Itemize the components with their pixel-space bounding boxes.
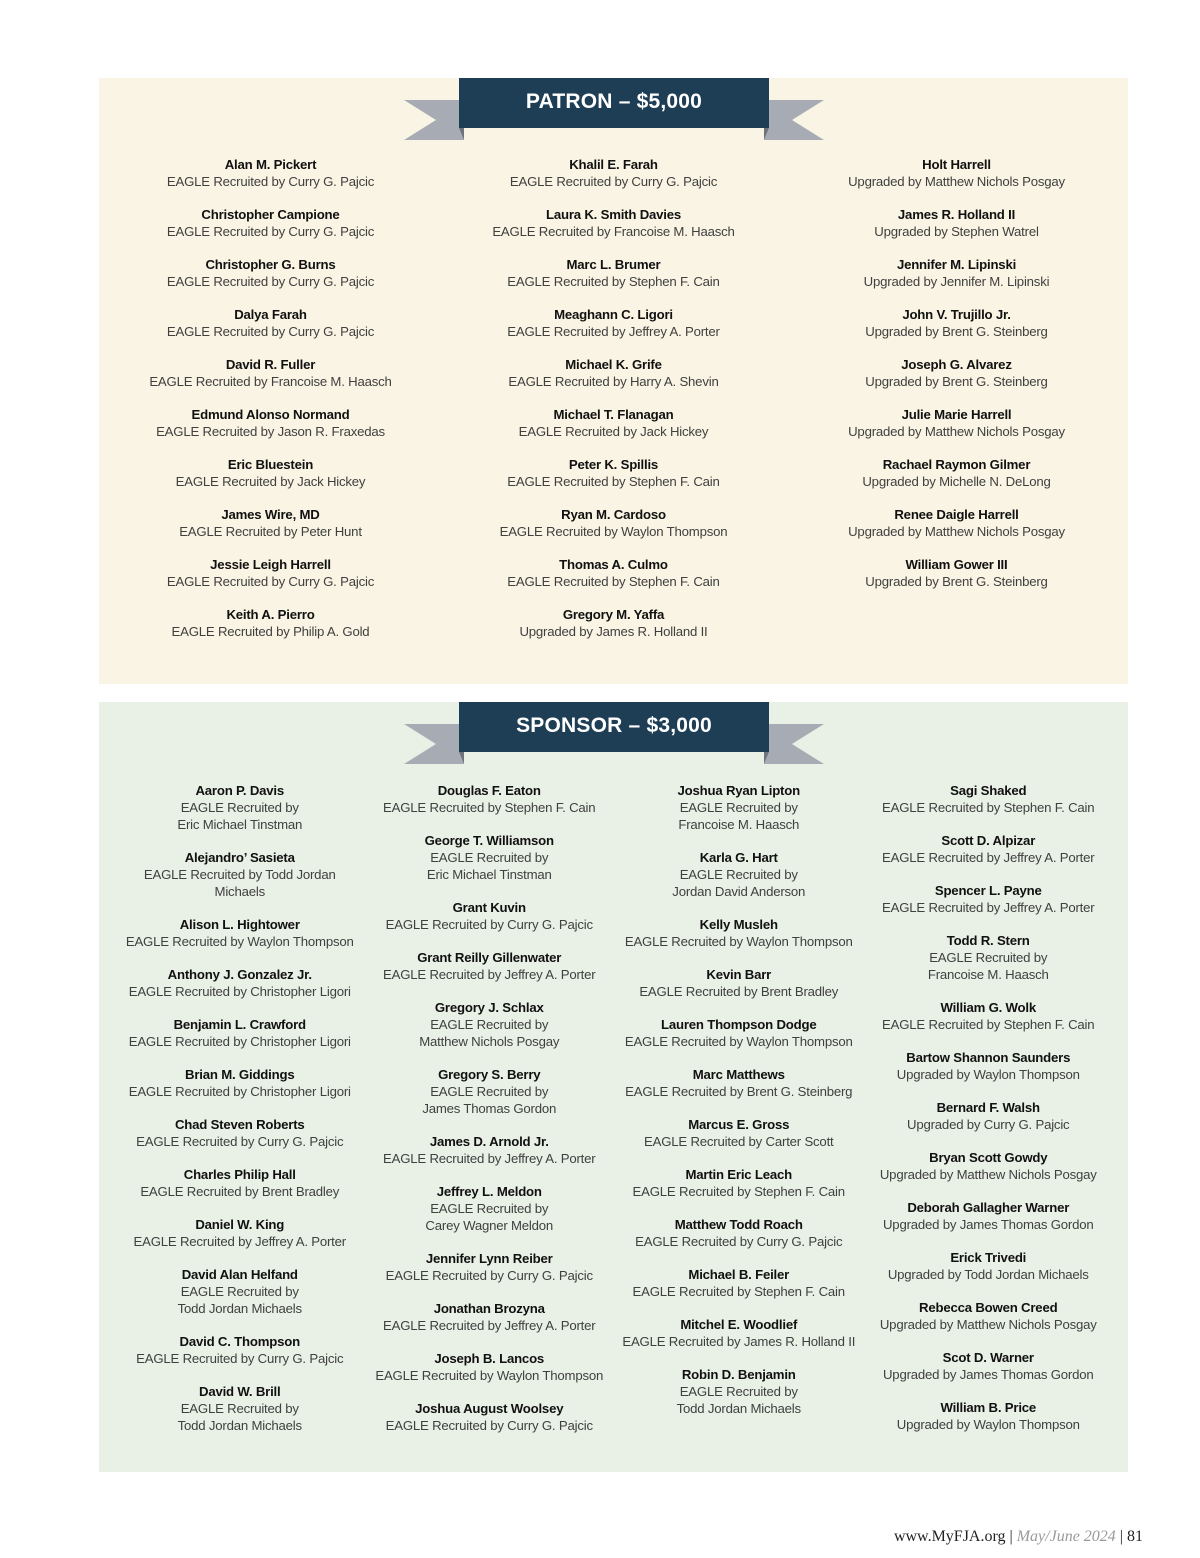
- member-name: Charles Philip Hall: [183, 1167, 296, 1182]
- member-entry: [386, 899, 593, 933]
- recruited-by: Upgraded by Stephen Watrel: [874, 224, 1039, 239]
- member-entry: [129, 1016, 351, 1050]
- member-entry: [167, 306, 374, 340]
- recruited-by: EAGLE Recruited by: [180, 800, 299, 815]
- recruited-by: EAGLE Recruited by Jack Hickey: [175, 474, 366, 489]
- member-name: Kevin Barr: [706, 967, 772, 982]
- member-name: Aaron P. Davis: [195, 783, 285, 798]
- recruited-by: EAGLE Recruited by Jack Hickey: [518, 424, 709, 439]
- member-name: Holt Harrell: [922, 157, 991, 172]
- member-entry: [519, 606, 707, 640]
- member-name: James Wire, MD: [221, 507, 320, 522]
- member-entry: [156, 406, 385, 440]
- sponsor-column: [614, 782, 864, 1450]
- member-entry: [882, 882, 1094, 916]
- recruited-by: EAGLE Recruited by: [679, 800, 798, 815]
- member-entry: [865, 356, 1047, 390]
- member-entry: [677, 1366, 801, 1417]
- sponsor-column: [365, 782, 615, 1450]
- member-entry: [672, 849, 805, 900]
- member-name: Grant Reilly Gillenwater: [417, 950, 562, 965]
- member-name: Rachael Raymon Gilmer: [882, 457, 1031, 472]
- member-name: Christopher G. Burns: [205, 257, 336, 272]
- member-name: Scott D. Alpizar: [941, 833, 1036, 848]
- patron-section: [99, 78, 1128, 684]
- member-entry: [848, 156, 1065, 190]
- recruited-by: EAGLE Recruited by: [929, 950, 1048, 965]
- recruited-by: James Thomas Gordon: [422, 1101, 557, 1116]
- separator: |: [1005, 1528, 1017, 1545]
- member-entry: [897, 1399, 1080, 1433]
- recruited-by: EAGLE Recruited by Brent Bradley: [140, 1184, 340, 1199]
- member-entry: [383, 1300, 595, 1334]
- recruited-by: Eric Michael Tinstman: [426, 867, 552, 882]
- member-name: Gregory M. Yaffa: [562, 607, 665, 622]
- member-name: Bernard F. Walsh: [936, 1100, 1040, 1115]
- recruited-by: Upgraded by Waylon Thompson: [896, 1417, 1080, 1432]
- member-entry: [888, 1249, 1089, 1283]
- recruited-by: EAGLE Recruited by Jeffrey A. Porter: [383, 967, 596, 982]
- member-name: Daniel W. King: [195, 1217, 285, 1232]
- member-entry: [383, 949, 595, 983]
- member-name: Mitchel E. Woodlief: [680, 1317, 798, 1332]
- sponsor-column: [864, 782, 1114, 1450]
- member-name: John V. Trujillo Jr.: [902, 307, 1011, 322]
- member-name: Christopher Campione: [201, 207, 340, 222]
- recruited-by: Upgraded by Todd Jordan Michaels: [887, 1267, 1089, 1282]
- recruited-by: EAGLE Recruited by Curry G. Pajcic: [136, 1351, 344, 1366]
- recruited-by: Matthew Nichols Posgay: [419, 1034, 560, 1049]
- recruited-by: EAGLE Recruited by Stephen F. Cain: [507, 274, 720, 289]
- recruited-by: EAGLE Recruited by: [180, 1401, 299, 1416]
- recruited-by: EAGLE Recruited by: [679, 867, 798, 882]
- member-name: Alan M. Pickert: [224, 157, 317, 172]
- member-entry: [883, 1349, 1094, 1383]
- member-entry: [848, 406, 1065, 440]
- member-name: Jonathan Brozyna: [433, 1301, 545, 1316]
- member-name: Bryan Scott Gowdy: [929, 1150, 1048, 1165]
- recruited-by: Carey Wagner Meldon: [425, 1218, 554, 1233]
- recruited-by: EAGLE Recruited by Curry G. Pajcic: [509, 174, 718, 189]
- member-entry: [633, 1266, 845, 1300]
- recruited-by: EAGLE Recruited by Waylon Thompson: [125, 934, 354, 949]
- recruited-by: EAGLE Recruited by: [430, 850, 549, 865]
- member-name: Julie Marie Harrell: [901, 407, 1012, 422]
- member-name: Jessie Leigh Harrell: [210, 557, 331, 572]
- recruited-by: Upgraded by James Thomas Gordon: [882, 1367, 1094, 1382]
- recruited-by: EAGLE Recruited by: [180, 1284, 299, 1299]
- recruited-by: Francoise M. Haasch: [927, 967, 1049, 982]
- member-name: Michael K. Grife: [565, 357, 662, 372]
- recruited-by: Upgraded by Matthew Nichols Posgay: [848, 174, 1065, 189]
- member-entry: [176, 456, 366, 490]
- patron-title: PATRON – $5,000: [525, 90, 703, 113]
- member-name: William B. Price: [940, 1400, 1037, 1415]
- recruited-by: EAGLE Recruited by Brent G. Steinberg: [625, 1084, 853, 1099]
- member-entry: [167, 556, 374, 590]
- sponsor-columns: [115, 782, 1113, 1450]
- member-name: Chad Steven Roberts: [174, 1117, 305, 1132]
- member-entry: [419, 999, 559, 1050]
- member-name: Edmund Alonso Normand: [191, 407, 350, 422]
- member-entry: [639, 966, 838, 1000]
- recruited-by: EAGLE Recruited by Jeffrey A. Porter: [383, 1151, 596, 1166]
- member-entry: [907, 1099, 1069, 1133]
- member-entry: [144, 849, 336, 900]
- member-entry: [383, 782, 595, 816]
- member-name: Joshua August Woolsey: [415, 1401, 564, 1416]
- member-name: Gregory J. Schlax: [434, 1000, 544, 1015]
- recruited-by: EAGLE Recruited by Curry G. Pajcic: [635, 1234, 843, 1249]
- member-name: Peter K. Spillis: [568, 457, 659, 472]
- member-entry: [134, 1216, 346, 1250]
- member-entry: [129, 1066, 351, 1100]
- member-name: David C. Thompson: [179, 1334, 300, 1349]
- recruited-by: EAGLE Recruited by Jason R. Fraxedas: [156, 424, 385, 439]
- recruited-by: Upgraded by Jennifer M. Lipinski: [863, 274, 1050, 289]
- recruited-by: EAGLE Recruited by Jeffrey A. Porter: [882, 850, 1095, 865]
- member-name: Anthony J. Gonzalez Jr.: [167, 967, 312, 982]
- page-number: 81: [1127, 1528, 1143, 1545]
- recruited-by: EAGLE Recruited by: [679, 1384, 798, 1399]
- member-entry: [848, 506, 1065, 540]
- member-entry: [510, 156, 717, 190]
- member-entry: [149, 356, 391, 390]
- member-name: Gregory S. Berry: [438, 1067, 541, 1082]
- patron-column: [442, 156, 785, 656]
- member-entry: [425, 832, 554, 883]
- member-entry: [167, 206, 374, 240]
- member-name: Khalil E. Farah: [569, 157, 658, 172]
- member-name: Benjamin L. Crawford: [173, 1017, 306, 1032]
- recruited-by: EAGLE Recruited by Stephen F. Cain: [882, 1017, 1095, 1032]
- member-name: Meaghann C. Ligori: [554, 307, 673, 322]
- member-entry: [172, 606, 370, 640]
- recruited-by: EAGLE Recruited by Stephen F. Cain: [632, 1184, 845, 1199]
- patron-banner: [404, 78, 824, 142]
- recruited-by: EAGLE Recruited by James R. Holland II: [622, 1334, 856, 1349]
- member-entry: [897, 1049, 1080, 1083]
- recruited-by: EAGLE Recruited by Jeffrey A. Porter: [507, 324, 720, 339]
- member-name: Alejandro’ Sasieta: [184, 850, 295, 865]
- member-entry: [178, 1383, 302, 1434]
- recruited-by: EAGLE Recruited by Curry G. Pajcic: [385, 1418, 593, 1433]
- member-name: Marcus E. Gross: [688, 1117, 790, 1132]
- member-entry: [633, 1166, 845, 1200]
- website-link[interactable]: www.MyFJA.org: [893, 1528, 1006, 1545]
- member-entry: [177, 782, 302, 833]
- member-entry: [865, 306, 1047, 340]
- member-entry: [500, 506, 728, 540]
- issue-date: May/June 2024: [1016, 1528, 1116, 1545]
- member-name: Brian M. Giddings: [185, 1067, 295, 1082]
- member-name: Todd R. Stern: [946, 933, 1030, 948]
- member-name: Thomas A. Culmo: [559, 557, 668, 572]
- member-name: Kelly Musleh: [699, 917, 778, 932]
- member-name: Keith A. Pierro: [226, 607, 315, 622]
- member-name: Marc Matthews: [692, 1067, 785, 1082]
- member-entry: [625, 916, 853, 950]
- member-name: Joseph B. Lancos: [434, 1351, 545, 1366]
- recruited-by: Upgraded by Matthew Nichols Posgay: [879, 1167, 1097, 1182]
- member-entry: [375, 1350, 603, 1384]
- recruited-by: Upgraded by Michelle N. DeLong: [862, 474, 1051, 489]
- member-entry: [678, 782, 800, 833]
- recruited-by: Todd Jordan Michaels: [177, 1418, 302, 1433]
- sponsor-section: [99, 702, 1128, 1472]
- member-entry: [865, 556, 1047, 590]
- recruited-by: EAGLE Recruited by Philip A. Gold: [171, 624, 370, 639]
- member-entry: [880, 1149, 1097, 1183]
- member-name: Renee Daigle Harrell: [894, 507, 1019, 522]
- member-entry: [167, 156, 374, 190]
- recruited-by: EAGLE Recruited by Curry G. Pajcic: [385, 917, 593, 932]
- member-name: Matthew Todd Roach: [674, 1217, 803, 1232]
- recruited-by: EAGLE Recruited by Peter Hunt: [179, 524, 362, 539]
- recruited-by: EAGLE Recruited by Stephen F. Cain: [632, 1284, 845, 1299]
- recruited-by: EAGLE Recruited by Curry G. Pajcic: [385, 1268, 593, 1283]
- recruited-by: Upgraded by James Thomas Gordon: [882, 1217, 1094, 1232]
- member-name: James R. Holland II: [897, 207, 1016, 222]
- recruited-by: EAGLE Recruited by: [430, 1201, 549, 1216]
- recruited-by: EAGLE Recruited by Stephen F. Cain: [383, 800, 596, 815]
- member-entry: [167, 256, 374, 290]
- member-entry: [635, 1216, 842, 1250]
- member-entry: [178, 1266, 302, 1317]
- recruited-by: EAGLE Recruited by Christopher Ligori: [128, 1034, 351, 1049]
- member-entry: [179, 506, 362, 540]
- member-entry: [126, 916, 354, 950]
- member-name: Jennifer Lynn Reiber: [425, 1251, 553, 1266]
- recruited-by: EAGLE Recruited by Stephen F. Cain: [507, 574, 720, 589]
- recruited-by: EAGLE Recruited by Curry G. Pajcic: [166, 174, 375, 189]
- member-name: David R. Fuller: [225, 357, 316, 372]
- member-entry: [507, 556, 719, 590]
- member-name: William Gower III: [905, 557, 1008, 572]
- recruited-by: EAGLE Recruited by Waylon Thompson: [624, 934, 853, 949]
- member-entry: [622, 1316, 855, 1350]
- recruited-by: Upgraded by Waylon Thompson: [896, 1067, 1080, 1082]
- recruited-by: EAGLE Recruited by Stephen F. Cain: [507, 474, 720, 489]
- recruited-by: Upgraded by James R. Holland II: [519, 624, 708, 639]
- member-entry: [625, 1066, 852, 1100]
- sponsor-column: [115, 782, 365, 1450]
- member-entry: [644, 1116, 834, 1150]
- member-entry: [625, 1016, 853, 1050]
- recruited-by: Upgraded by Matthew Nichols Posgay: [848, 524, 1065, 539]
- member-name: Marc L. Brumer: [566, 257, 661, 272]
- member-name: Robin D. Benjamin: [681, 1367, 796, 1382]
- recruited-by: EAGLE Recruited by Brent Bradley: [639, 984, 839, 999]
- recruited-by: Upgraded by Matthew Nichols Posgay: [848, 424, 1065, 439]
- recruited-by: EAGLE Recruited by Curry G. Pajcic: [166, 324, 375, 339]
- member-entry: [882, 782, 1094, 816]
- member-name: Joshua Ryan Lipton: [677, 783, 800, 798]
- member-entry: [883, 1199, 1094, 1233]
- member-name: George T. Williamson: [424, 833, 554, 848]
- member-name: Bartow Shannon Saunders: [906, 1050, 1071, 1065]
- recruited-by: Upgraded by Brent G. Steinberg: [865, 324, 1048, 339]
- member-name: David Alan Helfand: [181, 1267, 298, 1282]
- recruited-by: Upgraded by Matthew Nichols Posgay: [879, 1317, 1097, 1332]
- recruited-by: EAGLE Recruited by Christopher Ligori: [128, 984, 351, 999]
- member-entry: [129, 966, 351, 1000]
- member-name: Douglas F. Eaton: [437, 783, 541, 798]
- recruited-by: Upgraded by Brent G. Steinberg: [865, 574, 1048, 589]
- member-entry: [383, 1133, 595, 1167]
- member-entry: [507, 306, 719, 340]
- member-entry: [519, 406, 709, 440]
- member-name: Deborah Gallagher Warner: [907, 1200, 1070, 1215]
- recruited-by: Michaels: [214, 884, 265, 899]
- member-entry: [882, 832, 1094, 866]
- member-entry: [874, 206, 1038, 240]
- member-name: Scot D. Warner: [942, 1350, 1034, 1365]
- member-entry: [864, 256, 1050, 290]
- recruited-by: EAGLE Recruited by Francoise M. Haasch: [492, 224, 735, 239]
- recruited-by: EAGLE Recruited by: [430, 1084, 549, 1099]
- member-entry: [140, 1166, 339, 1200]
- member-name: Ryan M. Cardoso: [561, 507, 666, 522]
- member-name: Michael B. Feiler: [688, 1267, 790, 1282]
- page-footer: [894, 1528, 1143, 1546]
- recruited-by: EAGLE Recruited by Curry G. Pajcic: [136, 1134, 344, 1149]
- member-name: Rebecca Bowen Creed: [919, 1300, 1058, 1315]
- recruited-by: Todd Jordan Michaels: [676, 1401, 801, 1416]
- recruited-by: EAGLE Recruited by Curry G. Pajcic: [166, 574, 375, 589]
- member-name: Dalya Farah: [234, 307, 307, 322]
- member-name: Jeffrey L. Meldon: [436, 1184, 542, 1199]
- recruited-by: EAGLE Recruited by Jeffrey A. Porter: [882, 900, 1095, 915]
- recruited-by: EAGLE Recruited by Stephen F. Cain: [882, 800, 1095, 815]
- member-entry: [386, 1250, 593, 1284]
- recruited-by: EAGLE Recruited by Curry G. Pajcic: [166, 224, 375, 239]
- recruited-by: EAGLE Recruited by Todd Jordan: [143, 867, 336, 882]
- recruited-by: Jordan David Anderson: [672, 884, 806, 899]
- recruited-by: Eric Michael Tinstman: [177, 817, 303, 832]
- member-entry: [422, 1066, 556, 1117]
- recruited-by: EAGLE Recruited by Carter Scott: [644, 1134, 834, 1149]
- recruited-by: EAGLE Recruited by Waylon Thompson: [499, 524, 728, 539]
- member-entry: [882, 999, 1094, 1033]
- recruited-by: Francoise M. Haasch: [678, 817, 800, 832]
- member-name: James D. Arnold Jr.: [429, 1134, 549, 1149]
- recruited-by: EAGLE Recruited by Waylon Thompson: [375, 1368, 604, 1383]
- patron-column: [99, 156, 442, 656]
- patron-columns: [99, 156, 1128, 656]
- member-name: Eric Bluestein: [227, 457, 314, 472]
- member-entry: [386, 1400, 593, 1434]
- member-name: Erick Trivedi: [950, 1250, 1027, 1265]
- recruited-by: EAGLE Recruited by Curry G. Pajcic: [166, 274, 375, 289]
- member-entry: [492, 206, 734, 240]
- member-name: Lauren Thompson Dodge: [660, 1017, 817, 1032]
- member-name: Sagi Shaked: [950, 783, 1027, 798]
- member-name: William G. Wolk: [940, 1000, 1037, 1015]
- member-entry: [136, 1116, 343, 1150]
- member-name: Karla G. Hart: [699, 850, 778, 865]
- recruited-by: Upgraded by Brent G. Steinberg: [865, 374, 1048, 389]
- member-name: Martin Eric Leach: [685, 1167, 792, 1182]
- member-name: Michael T. Flanagan: [553, 407, 674, 422]
- recruited-by: Todd Jordan Michaels: [177, 1301, 302, 1316]
- recruited-by: EAGLE Recruited by Jeffrey A. Porter: [133, 1234, 346, 1249]
- member-name: Alison L. Hightower: [179, 917, 300, 932]
- patron-column: [785, 156, 1128, 656]
- member-entry: [136, 1333, 343, 1367]
- member-entry: [862, 456, 1050, 490]
- member-name: Laura K. Smith Davies: [545, 207, 682, 222]
- member-name: Grant Kuvin: [452, 900, 526, 915]
- member-name: Spencer L. Payne: [934, 883, 1042, 898]
- sponsor-title: SPONSOR – $3,000: [516, 714, 712, 737]
- recruited-by: EAGLE Recruited by Harry A. Shevin: [508, 374, 719, 389]
- member-entry: [507, 256, 719, 290]
- recruited-by: EAGLE Recruited by Francoise M. Haasch: [149, 374, 392, 389]
- recruited-by: EAGLE Recruited by: [430, 1017, 549, 1032]
- member-entry: [928, 932, 1049, 983]
- member-entry: [507, 456, 719, 490]
- member-entry: [425, 1183, 553, 1234]
- member-name: Joseph G. Alvarez: [901, 357, 1012, 372]
- sponsor-banner: [404, 702, 824, 766]
- recruited-by: EAGLE Recruited by Christopher Ligori: [128, 1084, 351, 1099]
- recruited-by: EAGLE Recruited by Waylon Thompson: [624, 1034, 853, 1049]
- recruited-by: EAGLE Recruited by Jeffrey A. Porter: [383, 1318, 596, 1333]
- member-name: David W. Brill: [199, 1384, 281, 1399]
- member-name: Jennifer M. Lipinski: [896, 257, 1017, 272]
- separator: |: [1115, 1528, 1127, 1545]
- member-entry: [508, 356, 718, 390]
- recruited-by: Upgraded by Curry G. Pajcic: [907, 1117, 1070, 1132]
- member-entry: [880, 1299, 1097, 1333]
